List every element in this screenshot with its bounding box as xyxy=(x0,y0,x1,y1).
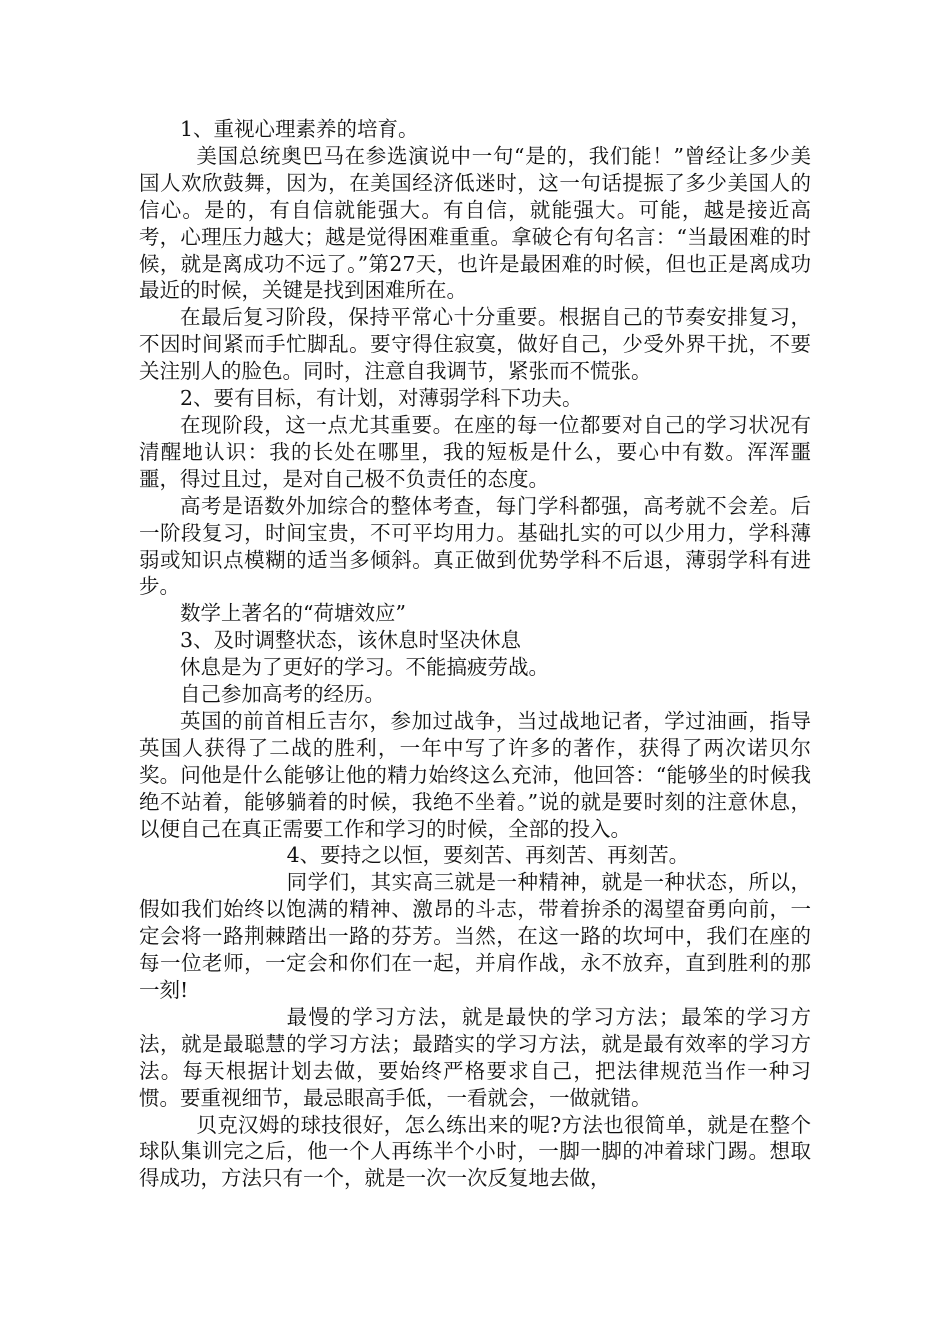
paragraph: 数学上著名的“荷塘效应” xyxy=(180,601,406,626)
document-body xyxy=(139,116,811,1192)
heading-1: 1、重视心理素养的培育。 xyxy=(180,117,419,141)
paragraph: 在现阶段，这一点尤其重要。在座的每一位都要对自己的学习状况有清醒地认识：我的长处在哪里，我的短板是什么，要心中有数。浑浑噩噩，得过且过，是对自己极不负责任的态度。 xyxy=(139,412,811,491)
paragraph: 在最后复习阶段，保持平常心十分重要。根据自己的节奏安排复习，不因时间紧而手忙脚乱。要守得住寂寞，做好自己，少受外界干扰，不要关注别人的脸色。同时，注意自我调节，紧张而不慌张。 xyxy=(139,305,811,384)
paragraph: 英国的前首相丘吉尔，参加过战争，当过战地记者，学过油画，指导英国人获得了二战的胜利，一年中写了许多的著作，获得了两次诺贝尔奖。问他是什么能够让他的精力始终这么充沛，他回答：“能够坐的时候我绝不站着，能够躺着的时候，我绝不坐着。”说的就是要时刻的注意休息，以便自己在真正需要工作和学习的时候，全部的投入。 xyxy=(139,708,811,841)
paragraph: 同学们，其实高三就是一种精神，就是一种状态，所以，假如我们始终以饱满的精神、激昂的斗志，带着拚杀的渴望奋勇向前，一定会将一路荆棘踏出一路的芬芳。当然，在这一路的坎坷中，我们在座的每一位老师，一定会和你们在一起，并肩作战，永不放弃，直到胜利的那一刻! xyxy=(139,870,811,1002)
paragraph: 高考是语数外加综合的整体考查，每门学科都强，高考就不会差。后一阶段复习，时间宝贵，不可平均用力。基础扎实的可以少用力，学科薄弱或知识点模糊的适当多倾斜。真正做到优势学科不后退，薄弱学科有进步。 xyxy=(139,493,811,599)
paragraph: 贝克汉姆的球技很好，怎么练出来的呢?方法也很简单，就是在整个球队集训完之后，他一个人再练半个小时，一脚一脚的冲着球门踢。想取得成功，方法只有一个，就是一次一次反复地去做， xyxy=(139,1112,811,1191)
heading-4: 4、要持之以恒，要刻苦、再刻苦、再刻苦。 xyxy=(286,843,690,868)
heading-2: 2、要有目标，有计划，对薄弱学科下功夫。 xyxy=(180,386,583,411)
heading-3: 3、及时调整状态，该休息时坚决休息 xyxy=(180,628,522,653)
paragraph: 美国总统奥巴马在参选演说中一句“是的，我们能！”曾经让多少美国人欢欣鼓舞，因为，在美国经济低迷时，这一句话提振了多少美国人的信心。是的，有自信就能强大。有自信，就能强大。可能，越是接近高考，心理压力越大；越是觉得困难重重。拿破仑有句名言：“当最困难的时候，就是离成功不远了。”第27天，也许是最困难的时候，但也正是离成功最近的时候，关键是找到困难所在。 xyxy=(139,143,811,303)
paragraph: 休息是为了更好的学习。不能搞疲劳战。 xyxy=(180,655,549,680)
paragraph: 最慢的学习方法，就是最快的学习方法；最笨的学习方法，就是最聪慧的学习方法；最踏实的学习方法，就是最有效率的学习方法。每天根据计划去做，要始终严格要求自己，把法律规范当作一种习惯。要重视细节，最忌眼高手低，一看就会，一做就错。 xyxy=(139,1004,811,1110)
paragraph: 自己参加高考的经历。 xyxy=(180,682,385,707)
